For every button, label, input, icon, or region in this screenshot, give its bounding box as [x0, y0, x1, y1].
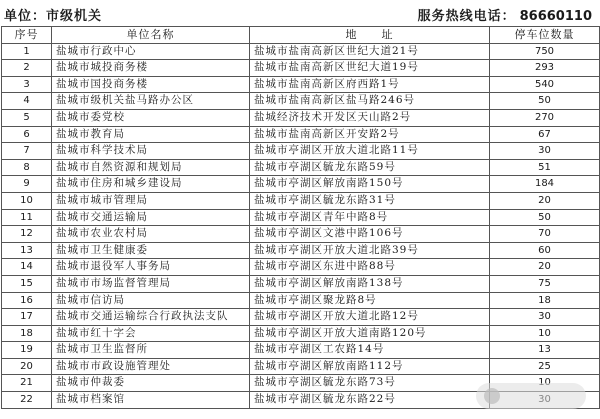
table-row: [2, 93, 600, 110]
row-unit-name: 盐城市红十字会: [52, 325, 250, 342]
row-parking-count: 50: [490, 93, 600, 110]
row-parking-count: 18: [490, 292, 600, 309]
table-row: [2, 325, 600, 342]
row-address: 盐城市亭湖区解放南路150号: [250, 176, 490, 193]
row-parking-count: 67: [490, 126, 600, 143]
row-unit-name: 盐城市交通运输局: [52, 209, 250, 226]
row-serial: 4: [2, 93, 52, 110]
row-parking-count: 184: [490, 176, 600, 193]
row-serial: 6: [2, 126, 52, 143]
row-address: 盐城市盐南高新区府西路1号: [250, 76, 490, 93]
row-address: 盐城市盐南高新区盐马路246号: [250, 93, 490, 110]
table-row: [2, 109, 600, 126]
row-serial: 9: [2, 176, 52, 193]
row-unit-name: 盐城市市政设施管理处: [52, 358, 250, 375]
table-row: [2, 192, 600, 209]
row-address: 盐城市亭湖区毓龙东路73号: [250, 375, 490, 392]
row-serial: 14: [2, 259, 52, 276]
parking-table: [1, 26, 600, 409]
row-address: 盐城市亭湖区解放南路138号: [250, 275, 490, 292]
row-address: 盐城市亭湖区毓龙东路31号: [250, 192, 490, 209]
row-unit-name: 盐城市国投商务楼: [52, 76, 250, 93]
row-unit-name: 盐城市科学技术局: [52, 143, 250, 160]
table-row: [2, 259, 600, 276]
table-row: [2, 209, 600, 226]
row-address: 盐城市盐南高新区世纪大道19号: [250, 60, 490, 77]
row-unit-name: 盐城市交通运输综合行政执法支队: [52, 309, 250, 326]
row-parking-count: 540: [490, 76, 600, 93]
hotline-label: 服务热线电话：: [417, 9, 516, 24]
row-serial: 15: [2, 275, 52, 292]
row-address: 盐城经济技术开发区天山路2号: [250, 109, 490, 126]
table-row: [2, 275, 600, 292]
row-unit-name: 盐城市市场监督管理局: [52, 275, 250, 292]
hotline-number: 86660110: [519, 9, 592, 24]
row-unit-name: 盐城市城投商务楼: [52, 60, 250, 77]
header-serial: 序号: [2, 27, 52, 44]
row-parking-count: 25: [490, 358, 600, 375]
row-parking-count: 20: [490, 259, 600, 276]
row-parking-count: 13: [490, 342, 600, 359]
unit-label: 单位：市级机关: [4, 9, 103, 24]
row-parking-count: 75: [490, 275, 600, 292]
header-unit-name: 单位名称: [52, 27, 250, 44]
table-row: [2, 76, 600, 93]
table-row: [2, 43, 600, 60]
row-serial: 22: [2, 392, 52, 409]
watermark-logo-icon: [484, 388, 500, 404]
table-row: [2, 226, 600, 243]
row-parking-count: 51: [490, 159, 600, 176]
table-row: [2, 60, 600, 77]
row-unit-name: 盐城市自然资源和规划局: [52, 159, 250, 176]
row-unit-name: 盐城市级机关盐马路办公区: [52, 93, 250, 110]
row-address: 盐城市亭湖区青年中路8号: [250, 209, 490, 226]
row-serial: 5: [2, 109, 52, 126]
row-serial: 13: [2, 242, 52, 259]
row-unit-name: 盐城市信访局: [52, 292, 250, 309]
row-unit-name: 盐城市退役军人事务局: [52, 259, 250, 276]
row-address: 盐城市盐南高新区开安路2号: [250, 126, 490, 143]
row-address: 盐城市亭湖区东进中路88号: [250, 259, 490, 276]
table-row: [2, 242, 600, 259]
row-serial: 8: [2, 159, 52, 176]
row-unit-name: 盐城市城市管理局: [52, 192, 250, 209]
row-unit-name: 盐城市教育局: [52, 126, 250, 143]
table-row: [2, 292, 600, 309]
document-header: [0, 0, 600, 26]
row-address: 盐城市亭湖区毓龙东路22号: [250, 392, 490, 409]
row-serial: 20: [2, 358, 52, 375]
table-row: [2, 176, 600, 193]
row-serial: 2: [2, 60, 52, 77]
row-unit-name: 盐城市委党校: [52, 109, 250, 126]
row-serial: 18: [2, 325, 52, 342]
row-serial: 7: [2, 143, 52, 160]
header-address: 地 址: [250, 27, 490, 44]
row-serial: 16: [2, 292, 52, 309]
row-address: 盐城市亭湖区文港中路106号: [250, 226, 490, 243]
header-parking-count: 停车位数量: [490, 27, 600, 44]
row-unit-name: 盐城市仲裁委: [52, 375, 250, 392]
row-parking-count: 30: [490, 143, 600, 160]
row-parking-count: 293: [490, 60, 600, 77]
row-address: 盐城市亭湖区解放南路112号: [250, 358, 490, 375]
table-header-row: [2, 27, 600, 44]
row-serial: 12: [2, 226, 52, 243]
row-serial: 21: [2, 375, 52, 392]
table-row: [2, 358, 600, 375]
row-address: 盐城市盐南高新区世纪大道21号: [250, 43, 490, 60]
row-parking-count: 10: [490, 325, 600, 342]
table-row: [2, 143, 600, 160]
row-serial: 11: [2, 209, 52, 226]
row-unit-name: 盐城市卫生健康委: [52, 242, 250, 259]
row-serial: 10: [2, 192, 52, 209]
row-serial: 1: [2, 43, 52, 60]
row-address: 盐城市亭湖区聚龙路8号: [250, 292, 490, 309]
row-unit-name: 盐城市农业农村局: [52, 226, 250, 243]
table-row: [2, 159, 600, 176]
row-address: 盐城市亭湖区工农路14号: [250, 342, 490, 359]
row-unit-name: 盐城市住房和城乡建设局: [52, 176, 250, 193]
row-parking-count: 20: [490, 192, 600, 209]
row-address: 盐城市亭湖区开放大道北路39号: [250, 242, 490, 259]
row-serial: 3: [2, 76, 52, 93]
hotline: [418, 5, 592, 24]
row-address: 盐城市亭湖区开放大道北路11号: [250, 143, 490, 160]
row-serial: 19: [2, 342, 52, 359]
row-parking-count: 70: [490, 226, 600, 243]
row-parking-count: 750: [490, 43, 600, 60]
row-unit-name: 盐城市档案馆: [52, 392, 250, 409]
row-parking-count: 50: [490, 209, 600, 226]
row-parking-count: 30: [490, 309, 600, 326]
row-unit-name: 盐城市卫生监督所: [52, 342, 250, 359]
row-unit-name: 盐城市行政中心: [52, 43, 250, 60]
row-address: 盐城市亭湖区开放大道南路120号: [250, 325, 490, 342]
table-row: [2, 342, 600, 359]
row-parking-count: 60: [490, 242, 600, 259]
row-parking-count: 270: [490, 109, 600, 126]
watermark: [476, 383, 586, 409]
table-row: [2, 309, 600, 326]
row-serial: 17: [2, 309, 52, 326]
row-address: 盐城市亭湖区毓龙东路59号: [250, 159, 490, 176]
row-address: 盐城市亭湖区开放大道北路12号: [250, 309, 490, 326]
table-row: [2, 126, 600, 143]
